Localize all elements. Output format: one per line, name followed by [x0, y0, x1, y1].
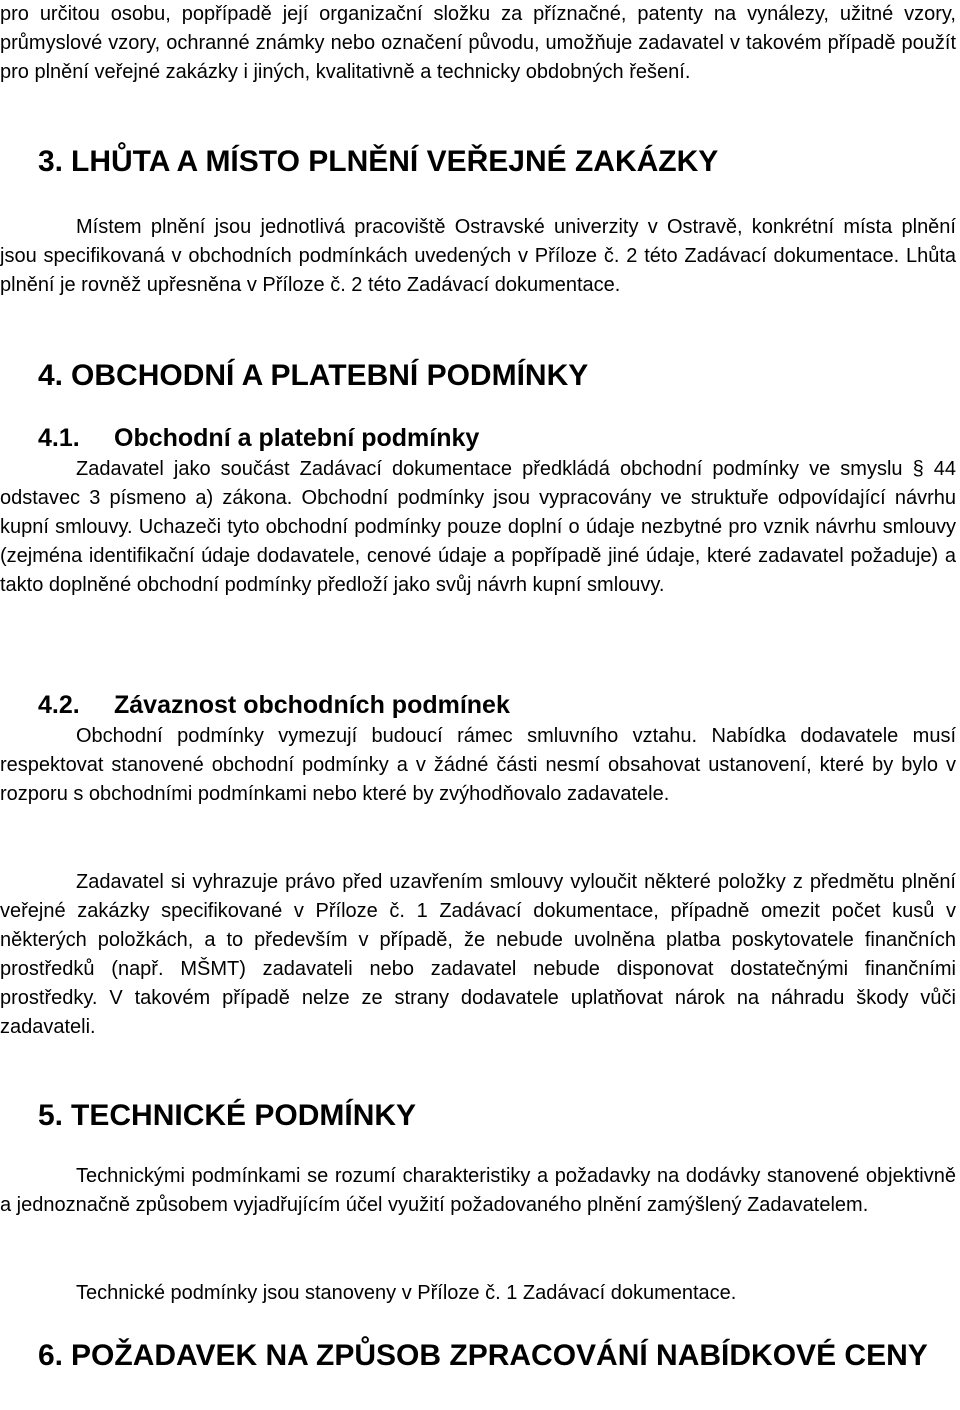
subsection-4-2-heading	[38, 690, 938, 720]
subsection-4-2-number: 4.2.	[38, 691, 80, 719]
section-3-number: 3.	[38, 145, 64, 178]
section-3-title: LHŮTA A MÍSTO PLNĚNÍ VEŘEJNÉ ZAKÁZKY	[71, 145, 719, 178]
section-5-title: TECHNICKÉ PODMÍNKY	[71, 1099, 417, 1132]
subsection-4-1-heading	[38, 423, 938, 453]
section-4-number: 4.	[38, 359, 64, 392]
continuation-paragraph: pro určitou osobu, popřípadě její organizační složku za příznačné, patenty na vynálezy, užitné vzory, průmyslové vzory, ochranné známky nebo označení původu, umožňuje zadavatel v takovém případě použít pro plnění veřejné zakázky i jiných, kvalitativně a technicky obdobných řešení.	[0, 3, 956, 83]
subsection-4-2-paragraph-1: Obchodní podmínky vymezují budoucí rámec smluvního vztahu. Nabídka dodavatele musí respektovat stanovené obchodní podmínky a v žádné části nesmí obsahovat ustanovení, které by bylo v rozporu s obchodními podmínkami nebo které by zvýhodňovalo zadavatele.	[0, 725, 956, 805]
section-6-heading	[38, 1337, 938, 1375]
subsection-4-2-title: Závaznost obchodních podmínek	[114, 691, 510, 719]
subsection-4-2-paragraph-2: Zadavatel si vyhrazuje právo před uzavřením smlouvy vyloučit některé položky z předmětu plnění veřejné zakázky specifikované v Příloze č. 1 Zadávací dokumentace, případně omezit počet kusů v některých položkách, a to především v případě, že nebude uvolněna platba poskytovatele finančních prostředků (např. MŠMT) zadavateli nebo zadavatel nebude disponovat dostatečnými finančními prostředky. V takovém případě nelze ze strany dodavatele uplatňovat nárok na náhradu škody vůči zadavateli.	[0, 871, 956, 1038]
section-3-paragraph: Místem plnění jsou jednotlivá pracoviště Ostravské univerzity v Ostravě, konkrétní místa plnění jsou specifikovaná v obchodních podmínkách uvedených v Příloze č. 2 této Zadávací dokumentace. Lhůta plnění je rovněž upřesněna v Příloze č. 2 této Zadávací dokumentace.	[0, 216, 956, 296]
section-6-title: POŽADAVEK NA ZPŮSOB ZPRACOVÁNÍ NABÍDKOVÉ CENY	[71, 1339, 928, 1372]
section-6-number: 6.	[38, 1339, 64, 1372]
section-4-title: OBCHODNÍ A PLATEBNÍ PODMÍNKY	[71, 359, 589, 392]
section-4-heading	[38, 357, 938, 395]
section-5-heading	[38, 1097, 938, 1135]
subsection-4-1-number: 4.1.	[38, 424, 80, 452]
subsection-4-1-title: Obchodní a platební podmínky	[114, 424, 480, 452]
section-5-number: 5.	[38, 1099, 64, 1132]
section-5-paragraph-1: Technickými podmínkami se rozumí charakteristiky a požadavky na dodávky stanovené objektivně a jednoznačně způsobem vyjadřujícím účel využití požadovaného plnění zamýšlený Zadavatelem.	[0, 1165, 956, 1216]
section-5-paragraph-2: Technické podmínky jsou stanoveny v Příloze č. 1 Zadávací dokumentace.	[76, 1282, 737, 1304]
subsection-4-1-paragraph: Zadavatel jako součást Zadávací dokumentace předkládá obchodní podmínky ve smyslu § 44 odstavec 3 písmeno a) zákona. Obchodní podmínky jsou vypracovány ve struktuře odpovídající návrhu kupní smlouvy. Uchazeči tyto obchodní podmínky pouze doplní o údaje nezbytné pro vznik návrhu smlouvy (zejména identifikační údaje dodavatele, cenové údaje a popřípadě jiné údaje, které zadavatel požaduje) a takto doplněné obchodní podmínky předloží jako svůj návrh kupní smlouvy.	[0, 458, 956, 596]
section-3-heading	[38, 143, 938, 181]
